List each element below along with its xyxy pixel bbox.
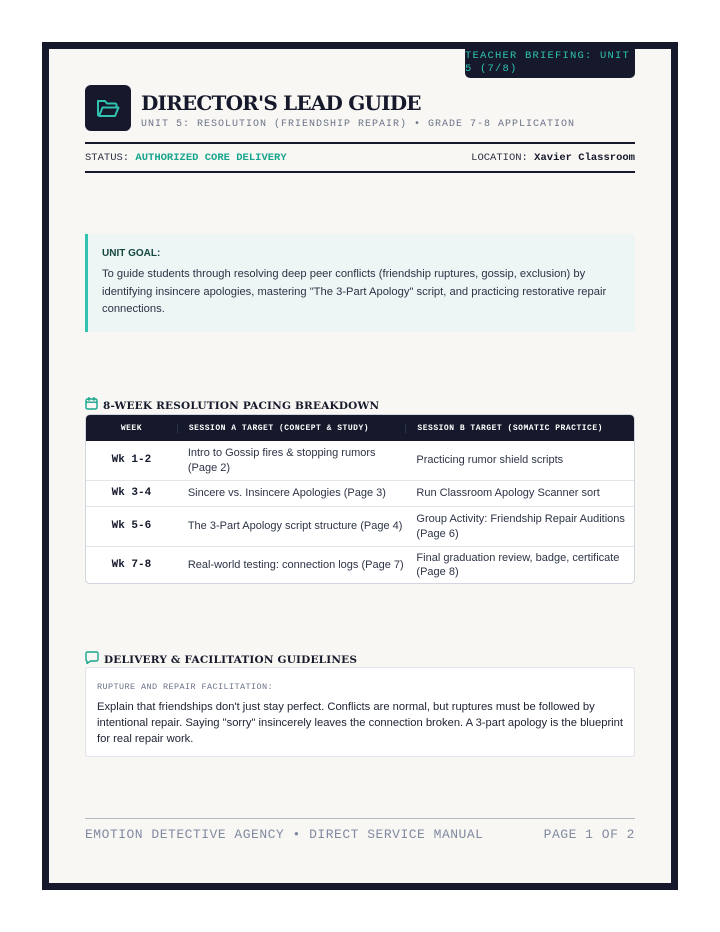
column-header-week: WEEK: [120, 423, 143, 433]
table-row: [86, 506, 634, 546]
footer-manual-title: EMOTION DETECTIVE AGENCY • DIRECT SERVICE MANUAL: [85, 827, 484, 842]
pacing-table: [85, 414, 635, 584]
location-label: LOCATION:: [471, 151, 528, 164]
guidelines-section-title: DELIVERY & FACILITATION GUIDELINES: [104, 654, 358, 666]
unit-goal-callout: [85, 234, 635, 332]
page-number: PAGE 1 OF 2: [543, 827, 635, 842]
unit-goal-text: To guide students through resolving deep peer conflicts (friendship ruptures, gossip, exclusion) by identifying insincere apologies, mastering "The 3-Part Apology" script, and practicing restorative repair connections.: [102, 268, 607, 315]
page-footer: [85, 818, 635, 842]
session-b-cell: Final graduation review, badge, certificate (Page 8): [416, 551, 620, 578]
week-cell: Wk 5-6: [111, 520, 152, 533]
session-a-cell: Sincere vs. Insincere Apologies (Page 3): [187, 487, 386, 500]
location-group: [471, 152, 635, 164]
session-a-cell: Intro to Gossip fires & stopping rumors (Page 2): [187, 447, 376, 474]
calendar-icon: [85, 397, 98, 415]
guidelines-section-heading: [85, 652, 635, 668]
document-page: [49, 49, 671, 883]
table-row: [86, 480, 634, 506]
session-a-cell: The 3-Part Apology script structure (Page 4): [187, 520, 403, 533]
pacing-section-title: 8-WEEK RESOLUTION PACING BREAKDOWN: [103, 400, 380, 412]
table-row: [86, 441, 634, 480]
pacing-section-heading: [85, 398, 635, 414]
page-title: DIRECTOR'S LEAD GUIDE: [141, 91, 421, 115]
unit-goal-label: UNIT GOAL:: [102, 248, 161, 259]
status-value: AUTHORIZED CORE DELIVERY: [135, 151, 287, 164]
week-cell: Wk 1-2: [111, 454, 152, 467]
page-subtitle: UNIT 5: RESOLUTION (FRIENDSHIP REPAIR) • GRADE 7-8 APPLICATION: [141, 119, 576, 130]
column-header-session-b: SESSION B TARGET (SOMATIC PRACTICE): [405, 424, 634, 433]
status-bar: [85, 142, 635, 173]
column-header-session-a: SESSION A TARGET (CONCEPT & STUDY): [177, 424, 406, 433]
status-group: [85, 152, 287, 164]
facilitation-guidelines-card: [85, 667, 635, 757]
table-body: [86, 441, 634, 583]
session-a-cell: Real-world testing: connection logs (Page 7): [187, 558, 404, 571]
guidelines-text: Explain that friendships don't just stay perfect. Conflicts are normal, but ruptures must be followed by intentional repair. Saying "sorry" insincerely leaves the connection broken. A 3-part apology is the blueprint for real repair work.: [97, 701, 623, 745]
session-b-cell: Practicing rumor shield scripts: [416, 454, 564, 467]
status-label: STATUS:: [85, 151, 130, 164]
week-cell: Wk 3-4: [111, 487, 152, 500]
page-header: [85, 85, 635, 135]
session-b-cell: Run Classroom Apology Scanner sort: [416, 487, 600, 500]
table-row: [86, 546, 634, 583]
folder-open-icon: [85, 85, 131, 131]
teacher-briefing-tab: TEACHER BRIEFING: UNIT 5 (7/8): [465, 49, 635, 78]
week-cell: Wk 7-8: [111, 558, 152, 571]
guidelines-label: RUPTURE AND REPAIR FACILITATION:: [97, 682, 274, 692]
table-header: [86, 415, 634, 441]
location-value: Xavier Classroom: [534, 151, 635, 164]
document-frame: [42, 42, 678, 890]
session-b-cell: Group Activity: Friendship Repair Auditions (Page 6): [416, 513, 625, 540]
